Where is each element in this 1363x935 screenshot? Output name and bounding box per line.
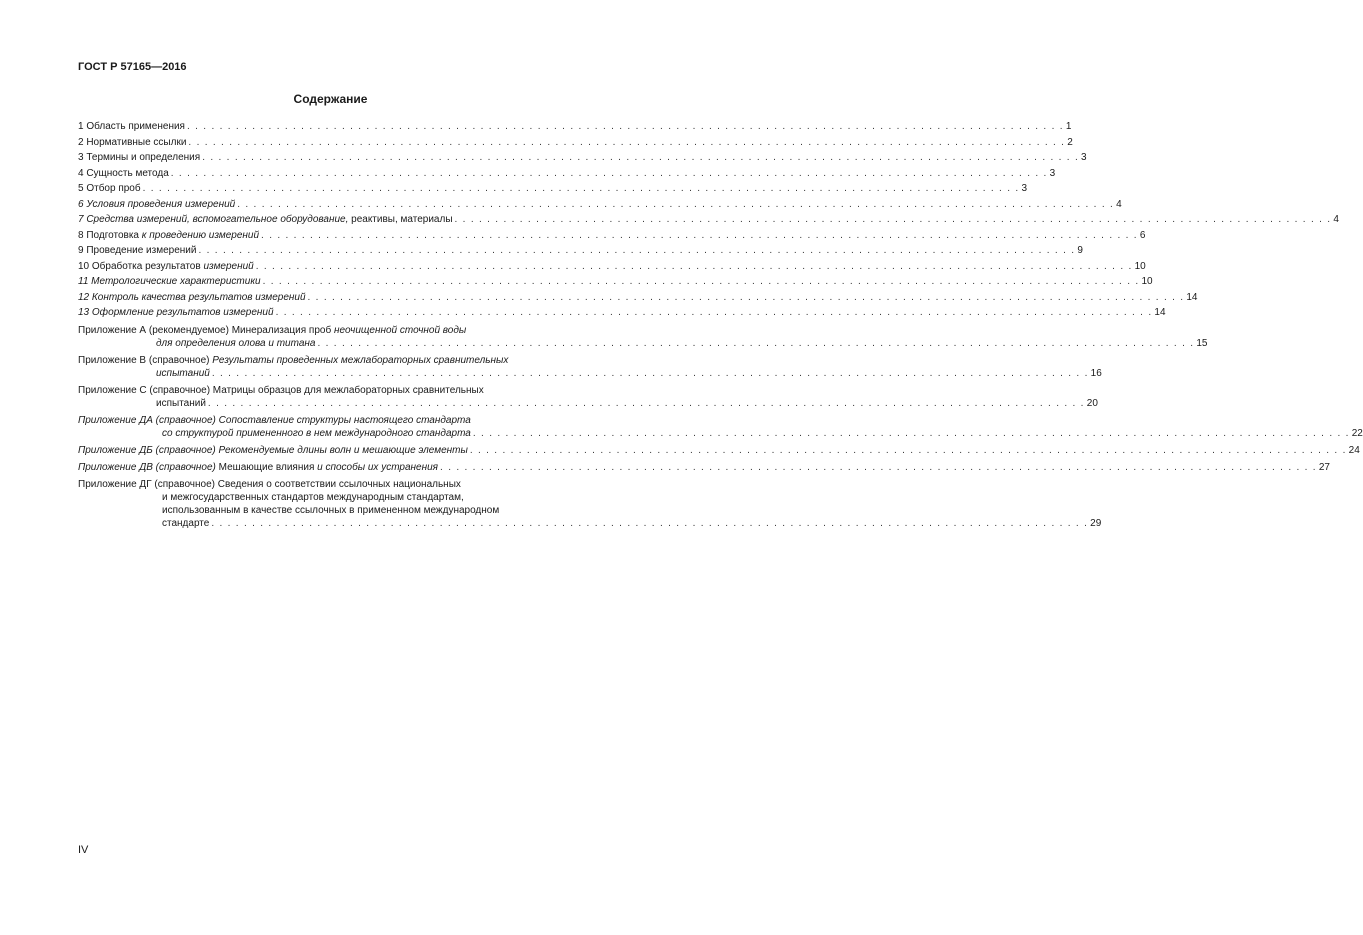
- annex-text-line3: использованным в качестве ссылочных в примененном международном: [162, 504, 500, 516]
- toc-entry-text: 5 Отбор проб: [78, 183, 141, 194]
- annex-text-cont: Мешающие влияния: [218, 461, 318, 473]
- toc-annex-a[interactable]: [78, 324, 1208, 350]
- document-code: ГОСТ Р 57165—2016: [78, 61, 187, 73]
- annex-text: Приложение ДГ (справочное) Сведения о соответствии ссылочных национальных: [78, 478, 461, 490]
- annex-page: 16: [1090, 367, 1102, 379]
- annex-text-cont: неочищенной сточной воды: [333, 324, 467, 336]
- table-of-contents: [78, 120, 1363, 530]
- toc-entry-8[interactable]: [78, 229, 1146, 245]
- toc-entry-12[interactable]: [78, 291, 1198, 307]
- annex-text-line4: стандарте: [162, 517, 210, 529]
- leader-dots: . . . . . . . . . . . . . . . . . . . . . . . . . . . . . . . . . . . . . . . . . . . . . . . . . . . . . . . . . . . . . . . . . . . . . . . . . . . . . . . . . . . . . . . . . . . . . . . . . . . . . . . . . . . .: [170, 167, 1048, 179]
- toc-entry-text: 9 Проведение измерений: [78, 245, 197, 256]
- toc-entry-9[interactable]: [78, 244, 1083, 260]
- leader-dots: . . . . . . . . . . . . . . . . . . . . . . . . . . . . . . . . . . . . . . . . . . . . . . . . . . . . . . . . . . . . . . . . . . . . . . . . . . . . . . . . . . . . . . . . . . . . . . . . . . . . . . . . . . . .: [261, 229, 1138, 241]
- leader-dots: . . . . . . . . . . . . . . . . . . . . . . . . . . . . . . . . . . . . . . . . . . . . . . . . . . . . . . . . . . . . . . . . . . . . . . . . . . . . . . . . . . . . . . . . . . . . . . . . . . . . . . . . . . . .: [262, 276, 1140, 287]
- toc-annex-dg[interactable]: [78, 478, 1102, 530]
- leader-dots: . . . . . . . . . . . . . . . . . . . . . . . . . . . . . . . . . . . . . . . . . . . . . . . . . . . . . . . . . . . . . . . . . . . . . . . . . . . . . . . . . . . . . . . . . . . . . . . . . . . . . . . . . . . .: [440, 461, 1317, 473]
- leader-dots: . . . . . . . . . . . . . . . . . . . . . . . . . . . . . . . . . . . . . . . . . . . . . . . . . . . . . . . . . . . . . . . . . . . . . . . . . . . . . . . . . . . . . . . . . . . . . . . . . . . . . . . . . . . .: [317, 337, 1195, 349]
- leader-dots: . . . . . . . . . . . . . . . . . . . . . . . . . . . . . . . . . . . . . . . . . . . . . . . . . . . . . . . . . . . . . . . . . . . . . . . . . . . . . . . . . . . . . . . . . . . . . . . . . . . . . . . . . . . .: [188, 136, 1066, 148]
- annex-page: 27: [1318, 461, 1330, 473]
- toc-entry-text: 7 Средства измерений, вспомогательное оборудование,: [78, 214, 349, 225]
- leader-dots: . . . . . . . . . . . . . . . . . . . . . . . . . . . . . . . . . . . . . . . . . . . . . . . . . . . . . . . . . . . . . . . . . . . . . . . . . . . . . . . . . . . . . . . . . . . . . . . . . . . . . . . . . . . .: [307, 291, 1185, 303]
- toc-entry-page: 6: [1139, 229, 1146, 241]
- toc-entry-11[interactable]: [78, 275, 1153, 291]
- annex-text-line2: испытаний: [156, 367, 210, 379]
- page-number: IV: [78, 844, 89, 856]
- toc-entry-text: 10 Обработка результатов: [78, 260, 204, 272]
- toc-entry-text: 4 Сущность метода: [78, 167, 169, 179]
- toc-entry-text: 12 Контроль: [78, 291, 142, 303]
- leader-dots: . . . . . . . . . . . . . . . . . . . . . . . . . . . . . . . . . . . . . . . . . . . . . . . . . . . . . . . . . . . . . . . . . . . . . . . . . . . . . . . . . . . . . . . . . . . . . . . . . . . . . . . . . . . .: [472, 427, 1350, 439]
- toc-entry-page: 4: [1333, 214, 1339, 225]
- annex-page: 15: [1196, 337, 1208, 349]
- toc-entry-6[interactable]: [78, 198, 1122, 214]
- annex-text-line2: со структурой примененного в нем международного стандарта: [162, 427, 471, 439]
- toc-entry-text-cont: реактивы, материалы: [348, 214, 453, 225]
- toc-entry-page: 9: [1077, 245, 1083, 256]
- toc-entry-page: 1: [1065, 121, 1072, 132]
- leader-dots: . . . . . . . . . . . . . . . . . . . . . . . . . . . . . . . . . . . . . . . . . . . . . . . . . . . . . . . . . . . . . . . . . . . . . . . . . . . . . . . . . . . . . . . . . . . . . . . . . . . . . . . . . . . .: [454, 214, 1332, 225]
- toc-entry-7[interactable]: [78, 213, 1339, 229]
- annex-page: 24: [1348, 444, 1360, 456]
- toc-entry-text: 1 Область применения: [78, 121, 185, 132]
- toc-annex-dv[interactable]: [78, 461, 1330, 474]
- leader-dots: . . . . . . . . . . . . . . . . . . . . . . . . . . . . . . . . . . . . . . . . . . . . . . . . . . . . . . . . . . . . . . . . . . . . . . . . . . . . . . . . . . . . . . . . . . . . . . . . . . . . . . . . . . . .: [142, 183, 1020, 194]
- toc-entry-text: 3 Термины и определения: [78, 152, 201, 163]
- annex-text: Приложение В (справочное): [78, 354, 213, 366]
- toc-entry-page: 14: [1186, 291, 1198, 303]
- annex-text-line2: для определения олова и титана: [156, 337, 316, 349]
- toc-entry-page: 14: [1154, 307, 1166, 318]
- annex-page: 20: [1086, 397, 1098, 409]
- toc-entry-5[interactable]: [78, 182, 1027, 198]
- toc-entry-page: 4: [1116, 198, 1122, 210]
- toc-title: Содержание: [293, 92, 368, 106]
- toc-entry-text-cont: к проведению измерений: [141, 229, 260, 241]
- leader-dots: . . . . . . . . . . . . . . . . . . . . . . . . . . . . . . . . . . . . . . . . . . . . . . . . . . . . . . . . . . . . . . . . . . . . . . . . . . . . . . . . . . . . . . . . . . . . . . . . . . . . . . . . . . . .: [469, 444, 1347, 456]
- toc-entry-text: 2 Нормативные ссылки: [78, 136, 187, 148]
- annex-text: Приложение ДВ (справочное): [78, 461, 219, 473]
- toc-entry-page: 3: [1081, 152, 1087, 163]
- toc-entry-page: 10: [1141, 276, 1153, 287]
- toc-annex-c[interactable]: [78, 384, 1098, 410]
- toc-entry-text: 6 Условия проведения измерений: [78, 198, 236, 210]
- toc-entry-page: 2: [1067, 136, 1073, 148]
- leader-dots: . . . . . . . . . . . . . . . . . . . . . . . . . . . . . . . . . . . . . . . . . . . . . . . . . . . . . . . . . . . . . . . . . . . . . . . . . . . . . . . . . . . . . . . . . . . . . . . . . . . . . . . . . . . .: [255, 260, 1133, 272]
- annex-page: 22: [1351, 427, 1363, 439]
- leader-dots: . . . . . . . . . . . . . . . . . . . . . . . . . . . . . . . . . . . . . . . . . . . . . . . . . . . . . . . . . . . . . . . . . . . . . . . . . . . . . . . . . . . . . . . . . . . . . . . . . . . . . . . . . . . .: [207, 397, 1085, 409]
- annex-text-line2: и межгосударственных стандартов международным стандартам,: [162, 491, 464, 503]
- toc-entry-3[interactable]: [78, 151, 1087, 167]
- annex-text-cont: Результаты проведенных межлабораторных сравнительных: [212, 354, 509, 366]
- annex-text-cont2: и способы их устранения: [317, 461, 439, 473]
- toc-annex-da[interactable]: [78, 414, 1363, 440]
- toc-entry-text: 8 Подготовка: [78, 229, 142, 241]
- toc-entry-text: 13 Оформление результатов измерений: [78, 307, 274, 318]
- annex-text: Приложение А (рекомендуемое) Минерализация проб: [78, 324, 334, 336]
- leader-dots: . . . . . . . . . . . . . . . . . . . . . . . . . . . . . . . . . . . . . . . . . . . . . . . . . . . . . . . . . . . . . . . . . . . . . . . . . . . . . . . . . . . . . . . . . . . . . . . . . . . . . . . . . . . .: [211, 517, 1089, 529]
- leader-dots: . . . . . . . . . . . . . . . . . . . . . . . . . . . . . . . . . . . . . . . . . . . . . . . . . . . . . . . . . . . . . . . . . . . . . . . . . . . . . . . . . . . . . . . . . . . . . . . . . . . . . . . . . . . .: [237, 198, 1115, 210]
- toc-entry-page: 3: [1021, 183, 1027, 194]
- leader-dots: . . . . . . . . . . . . . . . . . . . . . . . . . . . . . . . . . . . . . . . . . . . . . . . . . . . . . . . . . . . . . . . . . . . . . . . . . . . . . . . . . . . . . . . . . . . . . . . . . . . . . . . . . . . .: [211, 367, 1089, 379]
- toc-entry-13[interactable]: [78, 306, 1166, 322]
- toc-entry-text: 11 Метрологические характеристики: [78, 276, 261, 287]
- toc-entry-1[interactable]: [78, 120, 1072, 136]
- leader-dots: . . . . . . . . . . . . . . . . . . . . . . . . . . . . . . . . . . . . . . . . . . . . . . . . . . . . . . . . . . . . . . . . . . . . . . . . . . . . . . . . . . . . . . . . . . . . . . . . . . . . . . . . . . . .: [202, 152, 1080, 163]
- annex-text: Приложение С (справочное) Матрицы образцов для межлабораторных сравнительных: [78, 384, 484, 396]
- toc-entry-text-cont: измерений: [203, 260, 254, 272]
- annex-text: Приложение ДА (справочное) Сопоставление структуры настоящего стандарта: [78, 414, 471, 426]
- toc-entry-4[interactable]: [78, 167, 1056, 183]
- toc-entry-2[interactable]: [78, 136, 1073, 152]
- toc-entry-10[interactable]: [78, 260, 1146, 276]
- annex-text: Приложение ДБ (справочное) Рекомендуемые длины волн и мешающие элементы: [78, 444, 468, 456]
- toc-entry-page: 10: [1134, 260, 1146, 272]
- annex-text-line2: испытаний: [156, 397, 206, 409]
- leader-dots: . . . . . . . . . . . . . . . . . . . . . . . . . . . . . . . . . . . . . . . . . . . . . . . . . . . . . . . . . . . . . . . . . . . . . . . . . . . . . . . . . . . . . . . . . . . . . . . . . . . . . . . . . . . .: [198, 245, 1076, 256]
- toc-entry-text-cont: качества результатов измерений: [141, 291, 306, 303]
- toc-annex-b[interactable]: [78, 354, 1102, 380]
- annex-page: 29: [1090, 517, 1102, 529]
- toc-entry-page: 3: [1049, 167, 1056, 179]
- toc-annex-db[interactable]: [78, 444, 1360, 457]
- leader-dots: . . . . . . . . . . . . . . . . . . . . . . . . . . . . . . . . . . . . . . . . . . . . . . . . . . . . . . . . . . . . . . . . . . . . . . . . . . . . . . . . . . . . . . . . . . . . . . . . . . . . . . . . . . . .: [186, 121, 1064, 132]
- leader-dots: . . . . . . . . . . . . . . . . . . . . . . . . . . . . . . . . . . . . . . . . . . . . . . . . . . . . . . . . . . . . . . . . . . . . . . . . . . . . . . . . . . . . . . . . . . . . . . . . . . . . . . . . . . . .: [275, 307, 1153, 318]
